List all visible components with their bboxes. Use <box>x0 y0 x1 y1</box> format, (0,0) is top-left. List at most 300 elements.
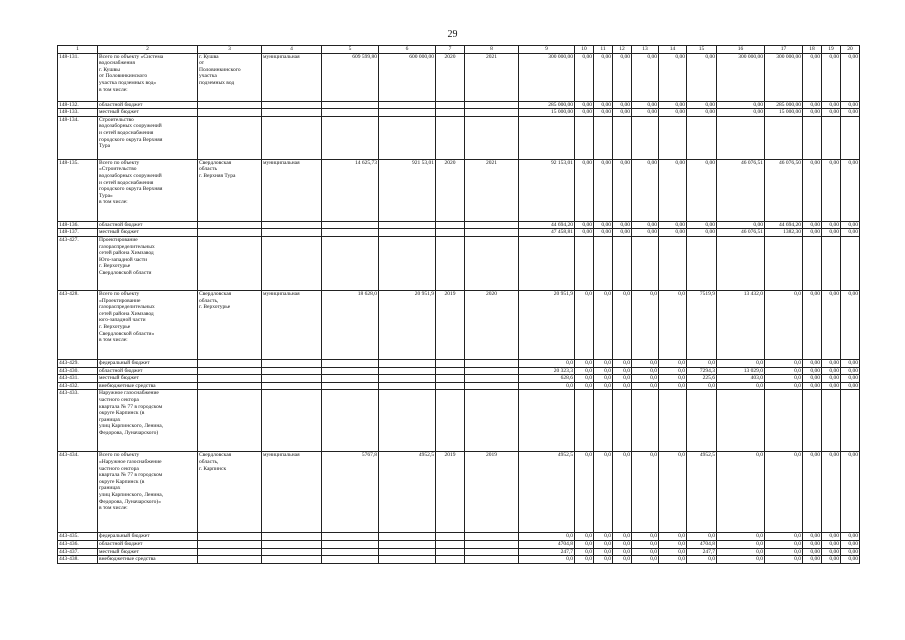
year-cell: 0,00 <box>613 101 632 109</box>
ownership-cell <box>262 382 322 390</box>
location-cell: Свердловская область, г. Карпинск <box>198 452 262 533</box>
year-cell: 0,0 <box>575 533 594 541</box>
total-cell: 20 323,3 <box>519 367 575 375</box>
row-number-cell: 443-433. <box>58 390 98 452</box>
year-cell: 0,00 <box>803 109 822 117</box>
year-cell: 0,0 <box>632 533 659 541</box>
end-year-cell <box>465 533 519 541</box>
object-name-cell: Всего по объекту «Проектирование газораспределительных сетей района Химзавод юго-западной части г. Верхотурье Свердловской области» в том числе: <box>98 290 198 359</box>
end-year-cell: 2019 <box>465 452 519 533</box>
cost-cell <box>322 382 379 390</box>
year-cell: 0,00 <box>822 540 841 548</box>
year-cell: 0,0 <box>659 548 687 556</box>
year-cell: 0,00 <box>803 229 822 237</box>
location-cell <box>198 375 262 383</box>
location-cell <box>198 236 262 290</box>
cost-cell <box>322 236 379 290</box>
year-cell: 0,0 <box>765 375 803 383</box>
year-cell <box>632 390 659 452</box>
year-cell: 0,00 <box>803 556 822 564</box>
start-year-cell <box>436 533 465 541</box>
end-year-cell <box>465 548 519 556</box>
year-cell: 0,00 <box>594 221 613 229</box>
year-cell: 0,00 <box>632 221 659 229</box>
column-header: 3 <box>198 46 262 54</box>
column-header: 19 <box>822 46 841 54</box>
year-cell: 0,0 <box>613 540 632 548</box>
year-cell: 0,0 <box>575 548 594 556</box>
year-cell: 0,00 <box>822 221 841 229</box>
row-number-cell: 443-434. <box>58 452 98 533</box>
year-cell <box>822 236 841 290</box>
estimate-cell <box>379 359 436 367</box>
start-year-cell <box>436 548 465 556</box>
column-header: 15 <box>687 46 717 54</box>
end-year-cell <box>465 359 519 367</box>
end-year-cell <box>465 229 519 237</box>
year-cell: 0,0 <box>613 452 632 533</box>
estimate-cell <box>379 556 436 564</box>
year-cell <box>841 390 860 452</box>
year-cell: 0,0 <box>659 290 687 359</box>
end-year-cell <box>465 556 519 564</box>
table-row <box>58 540 860 548</box>
ownership-cell <box>262 116 322 159</box>
total-cell: 15 000,00 <box>519 109 575 117</box>
year-cell: 0,00 <box>687 159 717 221</box>
year-cell: 0,0 <box>687 533 717 541</box>
year-cell <box>632 236 659 290</box>
start-year-cell <box>436 116 465 159</box>
cost-cell <box>322 359 379 367</box>
year-cell: 0,0 <box>575 367 594 375</box>
object-name-cell: федеральный бюджет <box>98 359 198 367</box>
table-row <box>58 236 860 290</box>
year-cell: 0,0 <box>717 452 765 533</box>
year-cell: 0,00 <box>687 229 717 237</box>
start-year-cell <box>436 109 465 117</box>
location-cell <box>198 116 262 159</box>
year-cell <box>765 236 803 290</box>
year-cell <box>822 390 841 452</box>
year-cell <box>659 390 687 452</box>
year-cell: 0,0 <box>765 382 803 390</box>
table-row <box>58 367 860 375</box>
estimate-cell <box>379 221 436 229</box>
ownership-cell <box>262 533 322 541</box>
year-cell: 4704,8 <box>687 540 717 548</box>
year-cell: 0,00 <box>717 101 765 109</box>
cost-cell: 609 599,80 <box>322 53 379 101</box>
year-cell: 0,0 <box>632 359 659 367</box>
year-cell: 0,00 <box>803 159 822 221</box>
year-cell: 0,00 <box>613 159 632 221</box>
year-cell: 0,00 <box>803 367 822 375</box>
year-cell: 0,0 <box>575 452 594 533</box>
year-cell: 0,0 <box>613 556 632 564</box>
table-row <box>58 53 860 101</box>
cost-cell <box>322 548 379 556</box>
cost-cell <box>322 390 379 452</box>
estimate-cell <box>379 109 436 117</box>
year-cell: 0,00 <box>613 229 632 237</box>
year-cell: 0,00 <box>803 382 822 390</box>
row-number-cell: 148-132. <box>58 101 98 109</box>
total-cell: 0,0 <box>519 556 575 564</box>
year-cell: 0,00 <box>841 533 860 541</box>
column-header: 10 <box>575 46 594 54</box>
start-year-cell <box>436 229 465 237</box>
year-cell: 0,0 <box>613 367 632 375</box>
total-cell: 44 694,20 <box>519 221 575 229</box>
cost-cell <box>322 375 379 383</box>
year-cell: 0,0 <box>613 290 632 359</box>
column-header: 1 <box>58 46 98 54</box>
year-cell: 0,00 <box>575 101 594 109</box>
column-header: 18 <box>803 46 822 54</box>
year-cell <box>822 116 841 159</box>
year-cell: 13 029,0 <box>717 367 765 375</box>
table-row <box>58 116 860 159</box>
object-name-cell: федеральный бюджет <box>98 533 198 541</box>
year-cell <box>803 390 822 452</box>
row-number-cell: 148-131. <box>58 53 98 101</box>
estimate-cell <box>379 548 436 556</box>
end-year-cell <box>465 375 519 383</box>
start-year-cell <box>436 375 465 383</box>
total-cell: 20 951,9 <box>519 290 575 359</box>
year-cell: 0,00 <box>822 533 841 541</box>
location-cell <box>198 382 262 390</box>
year-cell: 0,0 <box>613 533 632 541</box>
row-number-cell: 443-429. <box>58 359 98 367</box>
year-cell: 0,00 <box>822 382 841 390</box>
year-cell: 0,00 <box>575 159 594 221</box>
estimate-cell <box>379 375 436 383</box>
ownership-cell <box>262 109 322 117</box>
year-cell <box>613 116 632 159</box>
ownership-cell <box>262 540 322 548</box>
year-cell: 0,00 <box>841 540 860 548</box>
year-cell <box>659 236 687 290</box>
year-cell: 7294,3 <box>687 367 717 375</box>
start-year-cell <box>436 101 465 109</box>
start-year-cell: 2019 <box>436 452 465 533</box>
estimate-cell <box>379 390 436 452</box>
year-cell: 0,00 <box>594 159 613 221</box>
total-cell: 4704,8 <box>519 540 575 548</box>
cost-cell <box>322 229 379 237</box>
row-number-cell: 148-134. <box>58 116 98 159</box>
year-cell: 300 000,00 <box>717 53 765 101</box>
ownership-cell <box>262 390 322 452</box>
start-year-cell <box>436 221 465 229</box>
year-cell: 0,0 <box>659 452 687 533</box>
column-header: 6 <box>379 46 436 54</box>
cost-cell <box>322 116 379 159</box>
column-header: 14 <box>659 46 687 54</box>
year-cell <box>841 236 860 290</box>
year-cell: 0,00 <box>841 229 860 237</box>
year-cell: 0,00 <box>822 229 841 237</box>
year-cell: 0,0 <box>687 382 717 390</box>
column-header: 9 <box>519 46 575 54</box>
row-number-cell: 443-435. <box>58 533 98 541</box>
total-cell: 4952,5 <box>519 452 575 533</box>
year-cell: 0,0 <box>575 359 594 367</box>
year-cell: 0,0 <box>765 359 803 367</box>
year-cell: 0,00 <box>594 101 613 109</box>
year-cell: 0,00 <box>632 53 659 101</box>
year-cell: 0,0 <box>659 556 687 564</box>
cost-cell: 18 628,0 <box>322 290 379 359</box>
year-cell: 0,0 <box>632 452 659 533</box>
ownership-cell <box>262 375 322 383</box>
table-row <box>58 159 860 221</box>
year-cell: 0,00 <box>717 109 765 117</box>
total-cell: 0,0 <box>519 533 575 541</box>
object-name-cell: Строительство водозаборных сооружений и сетей водоснабжения городского округа Верхняя Тура <box>98 116 198 159</box>
ownership-cell: муниципальная <box>262 452 322 533</box>
estimate-cell: 4952,5 <box>379 452 436 533</box>
total-cell <box>519 390 575 452</box>
year-cell: 0,0 <box>717 548 765 556</box>
year-cell <box>687 390 717 452</box>
ownership-cell <box>262 229 322 237</box>
year-cell: 0,00 <box>803 540 822 548</box>
row-number-cell: 443-427. <box>58 236 98 290</box>
year-cell: 0,0 <box>717 556 765 564</box>
cost-cell: 5767,8 <box>322 452 379 533</box>
year-cell: 0,0 <box>613 382 632 390</box>
total-cell: 0,0 <box>519 359 575 367</box>
year-cell: 0,0 <box>765 452 803 533</box>
object-name-cell: местный бюджет <box>98 375 198 383</box>
year-cell: 0,0 <box>613 359 632 367</box>
year-cell: 0,00 <box>613 109 632 117</box>
year-cell: 0,0 <box>594 290 613 359</box>
year-cell: 0,00 <box>841 367 860 375</box>
year-cell: 0,00 <box>632 229 659 237</box>
end-year-cell: 2021 <box>465 159 519 221</box>
ownership-cell <box>262 236 322 290</box>
year-cell: 0,00 <box>841 290 860 359</box>
estimate-cell <box>379 101 436 109</box>
object-name-cell: областной бюджет <box>98 540 198 548</box>
year-cell: 0,00 <box>822 556 841 564</box>
year-cell <box>613 390 632 452</box>
year-cell: 0,0 <box>765 290 803 359</box>
table-row <box>58 556 860 564</box>
table-row <box>58 359 860 367</box>
cost-cell <box>322 556 379 564</box>
ownership-cell <box>262 556 322 564</box>
object-name-cell: внебюджетные средства <box>98 556 198 564</box>
location-cell <box>198 390 262 452</box>
end-year-cell <box>465 236 519 290</box>
year-cell: 0,00 <box>632 101 659 109</box>
year-cell: 285 000,00 <box>765 101 803 109</box>
year-cell: 0,00 <box>687 53 717 101</box>
cost-cell <box>322 540 379 548</box>
year-cell: 0,00 <box>803 290 822 359</box>
start-year-cell <box>436 382 465 390</box>
year-cell: 247,7 <box>687 548 717 556</box>
column-header: 13 <box>632 46 659 54</box>
location-cell: Свердловская область г. Верхняя Тура <box>198 159 262 221</box>
ownership-cell <box>262 359 322 367</box>
year-cell: 0,00 <box>803 221 822 229</box>
year-cell: 0,0 <box>687 556 717 564</box>
year-cell: 0,00 <box>822 375 841 383</box>
year-cell: 0,0 <box>765 548 803 556</box>
table-row <box>58 229 860 237</box>
year-cell: 0,0 <box>575 540 594 548</box>
year-cell <box>659 116 687 159</box>
object-name-cell: Проектирование газораспределительных сетей района Химзавод Юго-западной части г. Верхотурье Свердловской области <box>98 236 198 290</box>
year-cell <box>841 116 860 159</box>
total-cell: 47 458,81 <box>519 229 575 237</box>
year-cell: 0,00 <box>841 556 860 564</box>
year-cell: 0,0 <box>765 556 803 564</box>
ownership-cell <box>262 367 322 375</box>
estimate-cell <box>379 229 436 237</box>
table-body <box>58 46 860 564</box>
year-cell: 46 076,51 <box>717 159 765 221</box>
end-year-cell <box>465 367 519 375</box>
total-cell: 0,0 <box>519 382 575 390</box>
total-cell: 285 000,00 <box>519 101 575 109</box>
object-name-cell: областной бюджет <box>98 221 198 229</box>
year-cell: 0,0 <box>632 556 659 564</box>
table-row <box>58 452 860 533</box>
table-row <box>58 382 860 390</box>
end-year-cell <box>465 382 519 390</box>
year-cell: 0,00 <box>575 221 594 229</box>
estimate-cell <box>379 367 436 375</box>
year-cell: 0,00 <box>822 290 841 359</box>
year-cell: 0,0 <box>613 375 632 383</box>
year-cell: 0,00 <box>594 229 613 237</box>
column-header: 16 <box>717 46 765 54</box>
column-header: 17 <box>765 46 803 54</box>
estimate-cell <box>379 116 436 159</box>
start-year-cell <box>436 367 465 375</box>
end-year-cell: 2020 <box>465 290 519 359</box>
location-cell <box>198 229 262 237</box>
table-row <box>58 548 860 556</box>
object-name-cell: областной бюджет <box>98 367 198 375</box>
location-cell <box>198 533 262 541</box>
start-year-cell: 2020 <box>436 159 465 221</box>
column-header: 20 <box>841 46 860 54</box>
year-cell: 225,6 <box>687 375 717 383</box>
year-cell: 0,00 <box>841 359 860 367</box>
location-cell <box>198 367 262 375</box>
year-cell: 15 000,00 <box>765 109 803 117</box>
object-name-cell: Наружное газоснабжение частного сектора квартала № 77 в городском округе Карпинск (в границах улиц Карпинского, Ленина, Федорова, Луначарского) <box>98 390 198 452</box>
column-header: 2 <box>98 46 198 54</box>
table-row <box>58 390 860 452</box>
year-cell: 0,00 <box>613 53 632 101</box>
object-name-cell: местный бюджет <box>98 229 198 237</box>
year-cell: 0,0 <box>575 556 594 564</box>
year-cell: 0,0 <box>594 533 613 541</box>
table-row <box>58 101 860 109</box>
start-year-cell: 2020 <box>436 53 465 101</box>
column-number-row <box>58 46 860 54</box>
start-year-cell <box>436 390 465 452</box>
year-cell: 0,0 <box>594 540 613 548</box>
row-number-cell: 443-430. <box>58 367 98 375</box>
year-cell: 0,0 <box>659 540 687 548</box>
year-cell: 0,0 <box>632 540 659 548</box>
year-cell <box>575 236 594 290</box>
year-cell: 0,00 <box>659 159 687 221</box>
year-cell: 0,0 <box>575 375 594 383</box>
ownership-cell: муниципальная <box>262 53 322 101</box>
year-cell: 0,00 <box>575 109 594 117</box>
year-cell: 0,00 <box>841 101 860 109</box>
year-cell: 0,00 <box>803 101 822 109</box>
year-cell <box>765 116 803 159</box>
year-cell <box>717 116 765 159</box>
year-cell: 0,00 <box>841 375 860 383</box>
year-cell: 0,00 <box>822 101 841 109</box>
year-cell: 0,0 <box>765 540 803 548</box>
year-cell: 0,0 <box>594 375 613 383</box>
year-cell: 300 000,00 <box>765 53 803 101</box>
year-cell: 4952,5 <box>687 452 717 533</box>
year-cell: 0,00 <box>803 548 822 556</box>
end-year-cell: 2021 <box>465 53 519 101</box>
estimate-cell: 921 53,01 <box>379 159 436 221</box>
cost-cell <box>322 221 379 229</box>
year-cell: 0,00 <box>659 53 687 101</box>
year-cell: 0,0 <box>632 375 659 383</box>
year-cell: 0,00 <box>803 452 822 533</box>
year-cell: 0,0 <box>659 375 687 383</box>
start-year-cell <box>436 359 465 367</box>
year-cell: 0,0 <box>632 382 659 390</box>
year-cell: 0,00 <box>822 159 841 221</box>
year-cell: 0,0 <box>613 548 632 556</box>
year-cell: 0,0 <box>575 382 594 390</box>
year-cell: 0,00 <box>659 229 687 237</box>
row-number-cell: 148-136. <box>58 221 98 229</box>
year-cell: 0,0 <box>575 290 594 359</box>
year-cell: 0,00 <box>632 159 659 221</box>
row-number-cell: 443-436. <box>58 540 98 548</box>
year-cell: 0,00 <box>613 221 632 229</box>
year-cell: 0,00 <box>659 101 687 109</box>
start-year-cell: 2019 <box>436 290 465 359</box>
year-cell: 0,00 <box>632 109 659 117</box>
year-cell: 0,0 <box>594 556 613 564</box>
year-cell: 1382,30 <box>765 229 803 237</box>
year-cell: 0,00 <box>841 382 860 390</box>
year-cell: 0,0 <box>594 382 613 390</box>
estimate-cell <box>379 236 436 290</box>
year-cell: 0,00 <box>822 109 841 117</box>
year-cell <box>594 390 613 452</box>
total-cell: 92 153,01 <box>519 159 575 221</box>
year-cell: 0,00 <box>841 53 860 101</box>
table-row <box>58 533 860 541</box>
year-cell: 0,00 <box>803 375 822 383</box>
ownership-cell <box>262 101 322 109</box>
row-number-cell: 148-133. <box>58 109 98 117</box>
